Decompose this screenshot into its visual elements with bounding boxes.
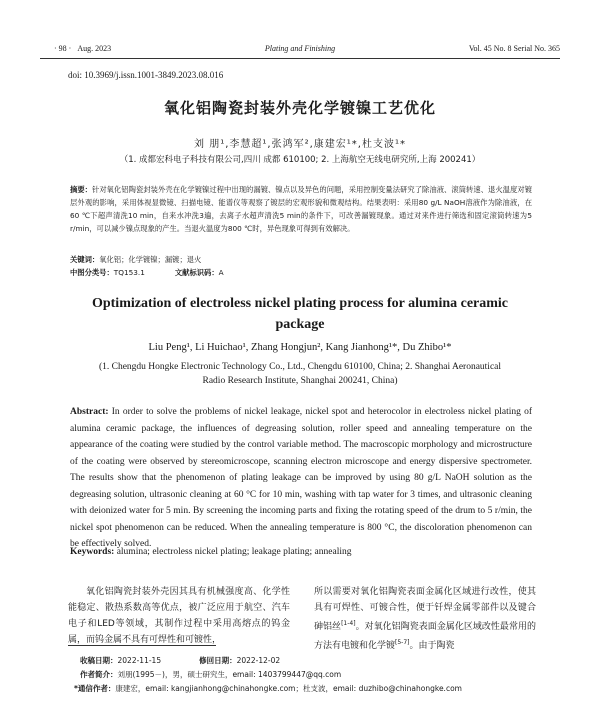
chinese-authors: 刘 朋¹,李慧超¹,张鸿军²,康建宏¹*,杜支波¹* bbox=[194, 139, 406, 150]
corresponding-label: *通信作者： bbox=[74, 684, 116, 693]
chinese-abstract-label: 摘要： bbox=[70, 185, 93, 194]
english-abstract-text: In order to solve the problems of nickel leakage, nickel spot and heterocolor in electroless nickel plating of alumina ceramic package, the influences of degreasing solution, roller speed and annealing temperature on the appearance of the coating were studied by the control variable method. The macroscopic morphology and microstructure of the coating were observed by stereomicroscope, scanning electron microscope and energy dispersive spectrometer. The results show that the phenomenon of plating leakage can be improved by using 80 g/L NaOH solution as the degreasing solution, ultrasonic cleaning at 60 °C for 10 min, washing with tap water for 3 times, and ultrasonic cleaning with deionized water for 5 min. By screening the incoming parts and fixing the rotating speed of the drum to 5 r/min, the nickel spot phenomenon can be reduced. When the annealing temperature is 800 °C, the discoloration phenomenon can be effectively solved. bbox=[70, 407, 532, 549]
received-date: 2022-11-15 bbox=[117, 656, 162, 665]
footnote-dates bbox=[80, 655, 280, 666]
corresponding-authors: 康建宏，email: kangjianhong@chinahongke.com；杜支波，email: duzhibo@chinahongke.com bbox=[115, 684, 462, 693]
english-authors: Liu Peng¹, Li Huichao¹, Zhang Hongjun², Kang Jianhong¹*, Du Zhibo¹* bbox=[148, 342, 452, 353]
footnote-corresponding bbox=[74, 683, 462, 694]
author-bio: 刘朋(1995－)，男，硕士研究生，email: 1403799447@qq.com bbox=[117, 670, 342, 679]
class-number: TQ153.1 bbox=[113, 268, 145, 277]
english-keywords bbox=[70, 547, 351, 557]
english-keywords-label: Keywords: bbox=[70, 547, 115, 557]
revised-label: 修回日期： bbox=[199, 656, 237, 665]
volume-info: Vol. 45 No. 8 Serial No. 365 bbox=[468, 44, 560, 53]
chinese-title: 氧化铝陶瓷封装外壳化学镀镍工艺优化 bbox=[163, 99, 436, 117]
journal-name: Plating and Finishing bbox=[264, 44, 336, 53]
revised-date: 2022-12-02 bbox=[236, 656, 281, 665]
doc-code-label: 文献标识码： bbox=[174, 268, 219, 277]
body-right-text-b: 。对氧化铝陶瓷表面金属化区域改性最常用的方法有电镀和化学镀 bbox=[314, 622, 536, 651]
english-abstract bbox=[70, 404, 532, 553]
chinese-affiliations: （1. 成都宏科电子科技有限公司,四川 成都 610100; 2. 上海航空无线电研究所,上海 200241） bbox=[119, 155, 481, 165]
body-column-left: 氧化铝陶瓷封装外壳因其具有机械强度高、化学性能稳定、散热系数高等优点，被广泛应用于航空、汽车电子和LED等领域，其制作过程中采用高熔点的钨金属，而钨金属不具有可焊性和可镀性， bbox=[68, 587, 290, 645]
page-number: · 98 · bbox=[54, 44, 72, 53]
chinese-abstract-text: 针对氧化铝陶瓷封装外壳在化学镀镍过程中出现的漏镀、镍点以及异色的问题，采用控制变量法研究了除油液、滚筒转速、退火温度对镀层外观的影响，采用体视显微镜、扫描电镜、能谱仪等观察了镀层的宏观形貌和微观结构。结果表明：采用80 g/L NaOH溶液作为除油液，在60 ℃下超声清洗10 min，自来水冲洗3遍，去离子水超声清洗5 min的条件下，可改善漏镀现象。通过对来件进行筛选和固定滚筒转速为5 r/min，可以减少镍点现象的产生。当退火温度为800 ℃时，异色现象可得到有效解决。 bbox=[70, 185, 533, 233]
citation-2: [5-7] bbox=[395, 639, 410, 646]
english-keywords-text: alumina; electroless nickel plating; leakage plating; annealing bbox=[116, 547, 352, 557]
class-number-label: 中图分类号： bbox=[70, 268, 114, 277]
chinese-keywords-label: 关键词： bbox=[70, 255, 100, 264]
doi: doi: 10.3969/j.issn.1001-3849.2023.08.016 bbox=[68, 70, 224, 80]
chinese-abstract bbox=[70, 183, 532, 235]
english-title: Optimization of electroless nickel plating process for alumina ceramic package bbox=[91, 296, 509, 332]
issue-date: Aug. 2023 bbox=[77, 44, 112, 53]
english-abstract-label: Abstract: bbox=[70, 407, 109, 417]
author-bio-label: 作者简介： bbox=[80, 670, 118, 679]
citation-1: [1-4] bbox=[341, 620, 356, 627]
body-right-text-a: 所以需要对氧化铝陶瓷表面金属化区域进行改性，使其具有可焊性、可镀合性，便于钎焊金属零部件以及键合砷铝丝 bbox=[314, 587, 536, 632]
footnote-author bbox=[80, 669, 341, 680]
received-label: 收稿日期： bbox=[80, 656, 118, 665]
running-header bbox=[40, 44, 560, 59]
footnote-divider bbox=[68, 645, 216, 646]
body-right-text-c: 。由于陶瓷 bbox=[409, 641, 455, 651]
body-column-right bbox=[314, 584, 536, 654]
chinese-keywords-text: 氧化铝；化学镀镍；漏镀；退火 bbox=[99, 255, 202, 264]
classification-line bbox=[70, 268, 224, 278]
english-affiliations: (1. Chengdu Hongke Electronic Technology Co., Ltd., Chengdu 610100, China; 2. Shanghai Aeronautical Radio Research Institute, Shanghai 200241, China) bbox=[98, 362, 502, 386]
chinese-keywords bbox=[70, 255, 201, 265]
doc-code: A bbox=[218, 268, 224, 277]
